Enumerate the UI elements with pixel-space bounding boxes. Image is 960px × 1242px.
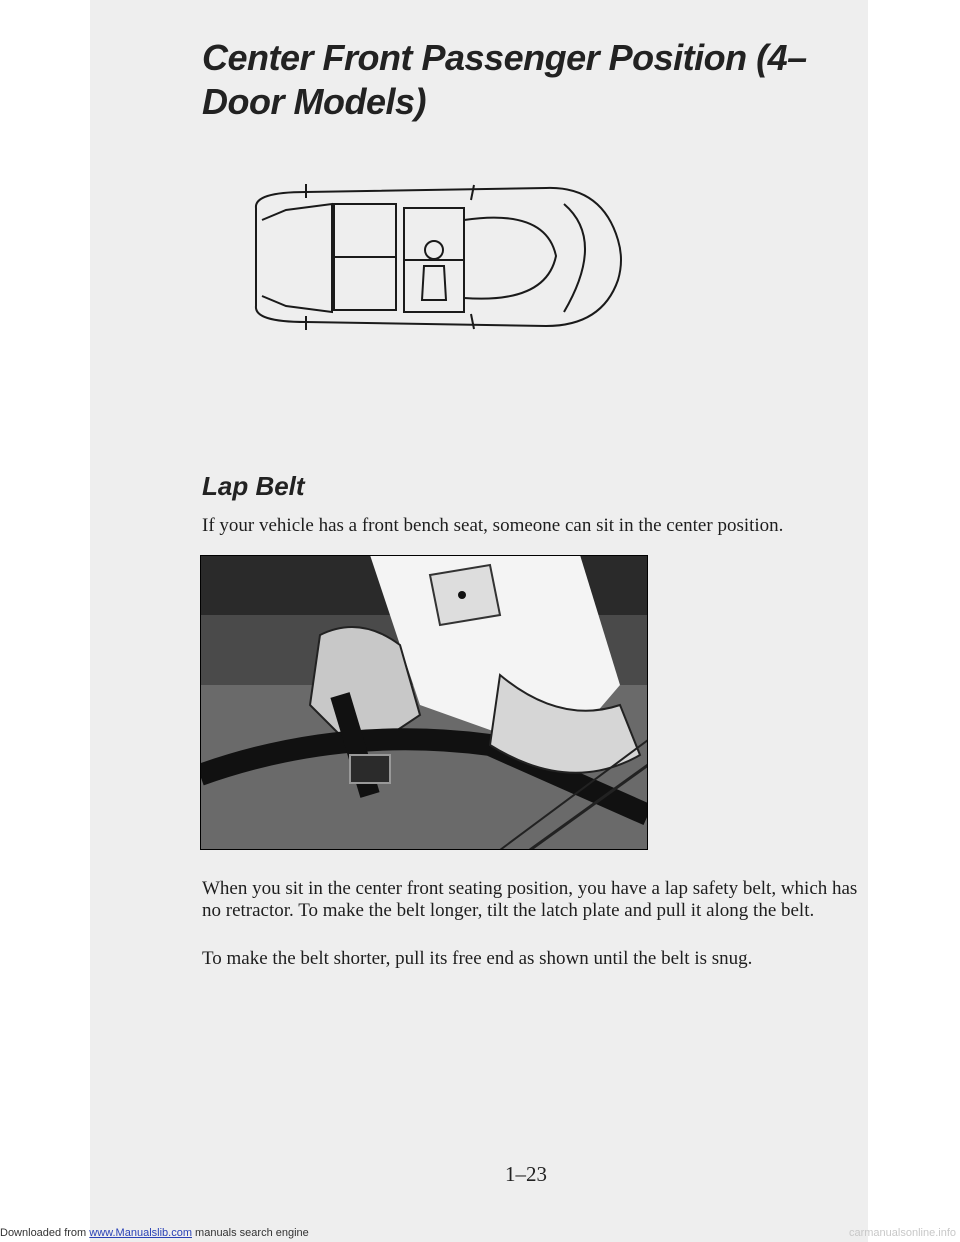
belt-length-paragraph: When you sit in the center front seating position, you have a lap safety belt, which has no retractor. To make the belt longer, tilt the latch plate and pull it along the belt. bbox=[202, 878, 858, 921]
download-credit bbox=[0, 1224, 309, 1242]
footer-suffix: manuals search engine bbox=[191, 1227, 309, 1239]
intro-paragraph: If your vehicle has a front bench seat, someone can sit in the center position. bbox=[202, 515, 784, 536]
footer-bar bbox=[0, 1224, 960, 1242]
belt-shorten-paragraph: To make the belt shorter, pull its free end as shown until the belt is snug. bbox=[202, 948, 753, 969]
section-heading: Lap Belt bbox=[202, 471, 305, 501]
vehicle-seating-diagram bbox=[246, 180, 632, 333]
page-number: 1–23 bbox=[505, 1162, 547, 1186]
lap-belt-photo bbox=[200, 555, 648, 850]
page-title: Center Front Passenger Position (4–Door Models) bbox=[202, 37, 807, 122]
manualslib-link[interactable]: www.Manualslib.com bbox=[89, 1227, 192, 1239]
watermark: carmanualsonline.info bbox=[848, 1227, 956, 1239]
footer-prefix: Downloaded from bbox=[0, 1227, 90, 1239]
